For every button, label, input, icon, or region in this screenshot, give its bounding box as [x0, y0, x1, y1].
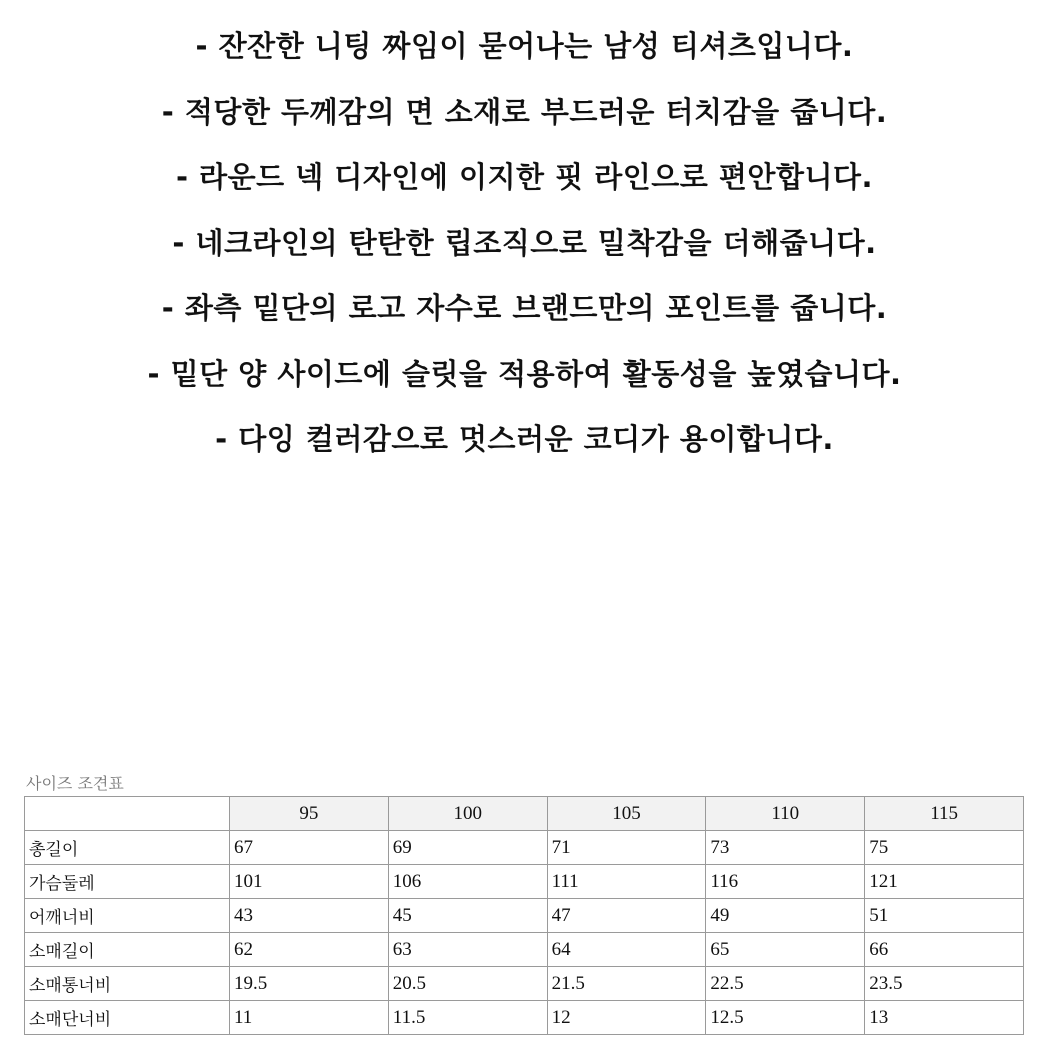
size-header-corner: [25, 797, 230, 831]
table-cell: 73: [706, 831, 865, 865]
table-cell: 65: [706, 933, 865, 967]
table-cell: 51: [865, 899, 1024, 933]
table-cell: 71: [547, 831, 706, 865]
row-label: 소매길이: [25, 933, 230, 967]
table-row: [25, 899, 1024, 933]
table-cell: 11.5: [388, 1001, 547, 1035]
row-label: 총길이: [25, 831, 230, 865]
table-row: [25, 933, 1024, 967]
table-cell: 49: [706, 899, 865, 933]
table-cell: 19.5: [230, 967, 389, 1001]
table-cell: 111: [547, 865, 706, 899]
table-row: [25, 865, 1024, 899]
feature-line: - 밑단 양 사이드에 슬릿을 적용하여 활동성을 높였습니다.: [147, 356, 902, 391]
table-cell: 12.5: [706, 1001, 865, 1035]
table-cell: 64: [547, 933, 706, 967]
size-chart-caption: 사이즈 조견표: [26, 774, 124, 793]
feature-line: - 잔잔한 니팅 짜임이 묻어나는 남성 티셔츠입니다.: [195, 29, 854, 63]
feature-line: - 적당한 두께감의 면 소재로 부드러운 터치감을 줍니다.: [161, 94, 888, 129]
size-chart-section: [24, 772, 1023, 1035]
table-cell: 13: [865, 1001, 1024, 1035]
row-label: 가슴둘레: [25, 865, 230, 899]
table-cell: 116: [706, 865, 865, 899]
size-header-cell: 95: [230, 797, 389, 831]
row-label: 어깨너비: [25, 899, 230, 933]
table-cell: 63: [388, 933, 547, 967]
table-cell: 101: [230, 865, 389, 899]
table-cell: 66: [865, 933, 1024, 967]
table-row: [25, 967, 1024, 1001]
feature-line: - 다잉 컬러감으로 멋스러운 코디가 용이합니다.: [215, 422, 834, 456]
product-feature-list: [0, 18, 1049, 477]
row-label: 소매단너비: [25, 1001, 230, 1035]
table-cell: 21.5: [547, 967, 706, 1001]
size-header-row: [25, 797, 1024, 831]
size-header-cell: 105: [547, 797, 706, 831]
table-cell: 121: [865, 865, 1024, 899]
table-cell: 62: [230, 933, 389, 967]
table-cell: 69: [388, 831, 547, 865]
row-label: 소매통너비: [25, 967, 230, 1001]
feature-line: - 네크라인의 탄탄한 립조직으로 밀착감을 더해줍니다.: [172, 225, 877, 260]
table-cell: 75: [865, 831, 1024, 865]
table-cell: 47: [547, 899, 706, 933]
feature-line: - 좌측 밑단의 로고 자수로 브랜드만의 포인트를 줍니다.: [161, 291, 888, 325]
table-cell: 45: [388, 899, 547, 933]
table-row: [25, 1001, 1024, 1035]
table-row: [25, 831, 1024, 865]
size-header-cell: 110: [706, 797, 865, 831]
size-header-cell: 115: [865, 797, 1024, 831]
table-cell: 67: [230, 831, 389, 865]
size-chart-table: [24, 796, 1024, 1035]
table-cell: 12: [547, 1001, 706, 1035]
feature-line: - 라운드 넥 디자인에 이지한 핏 라인으로 편안합니다.: [175, 160, 874, 194]
table-cell: 106: [388, 865, 547, 899]
table-cell: 43: [230, 899, 389, 933]
table-cell: 20.5: [388, 967, 547, 1001]
table-cell: 23.5: [865, 967, 1024, 1001]
size-header-cell: 100: [388, 797, 547, 831]
table-cell: 22.5: [706, 967, 865, 1001]
table-cell: 11: [230, 1001, 389, 1035]
